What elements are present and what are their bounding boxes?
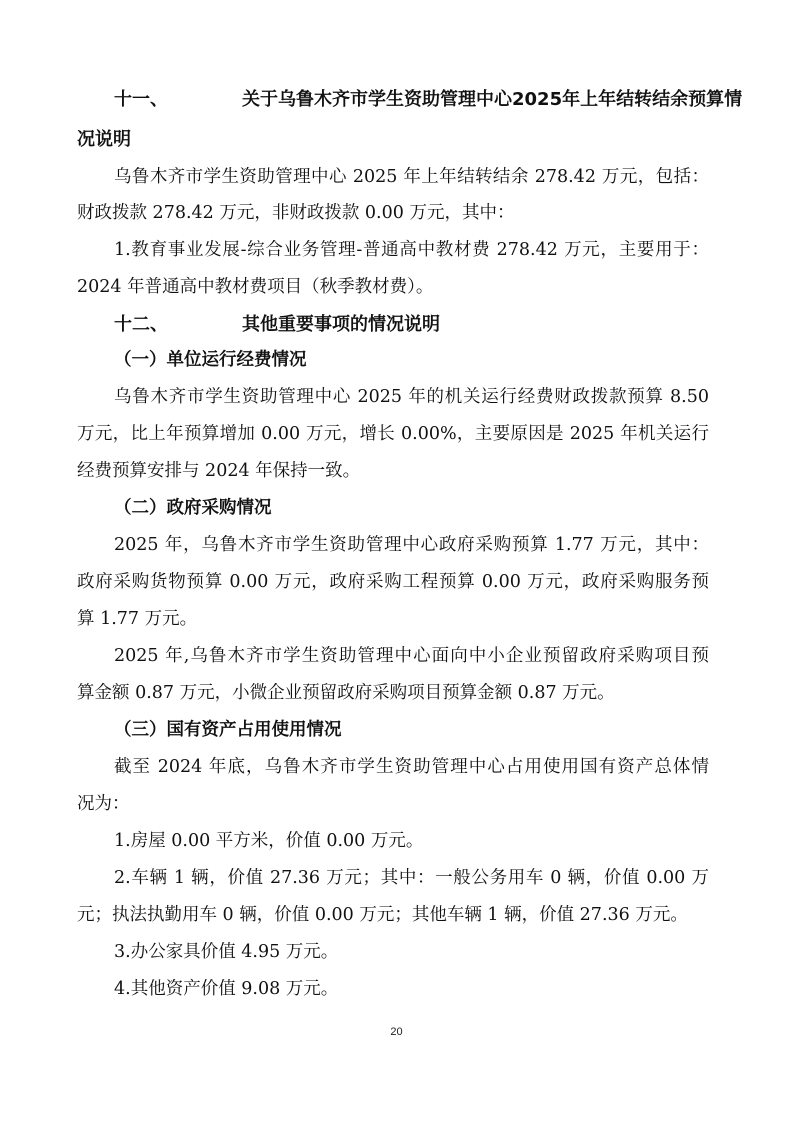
paragraph-carryover-line2: 财政拨款 278.42 万元，非财政拨款 0.00 万元，其中： bbox=[77, 203, 515, 223]
subheading-state-assets: （三）国有资产占用使用情况 bbox=[114, 720, 342, 740]
section-number-12: 十二、 bbox=[114, 314, 168, 335]
section-title-12: 其他重要事项的情况说明 bbox=[242, 314, 440, 335]
paragraph-operating-line3: 经费预算安排与 2024 年保持一致。 bbox=[77, 461, 361, 481]
section-heading-12 bbox=[114, 316, 440, 334]
paragraph-textbook-line2: 2024 年普通高中教材费项目（秋季教材费）。 bbox=[77, 277, 434, 297]
paragraph-operating-line1: 乌鲁木齐市学生资助管理中心 2025 年的机关运行经费财政拨款预算 8.50 bbox=[114, 387, 709, 407]
list-item-vehicles-line1: 2.车辆 1 辆，价值 27.36 万元；其中：一般公务用车 0 辆，价值 0.00 万 bbox=[114, 868, 709, 888]
list-item-housing: 1.房屋 0.00 平方米，价值 0.00 万元。 bbox=[114, 831, 424, 851]
paragraph-assets-line1: 截至 2024 年底，乌鲁木齐市学生资助管理中心占用使用国有资产总体情 bbox=[114, 757, 709, 777]
paragraph-assets-line2: 况为： bbox=[77, 794, 130, 814]
section-heading-11 bbox=[114, 91, 742, 109]
section-number-11: 十一、 bbox=[114, 89, 168, 110]
paragraph-procurement-line3: 算 1.77 万元。 bbox=[77, 609, 198, 629]
list-item-vehicles-line2: 元；执法执勤用车 0 辆，价值 0.00 万元；其他车辆 1 辆，价值 27.36 万元。 bbox=[77, 905, 688, 925]
paragraph-carryover-line1: 乌鲁木齐市学生资助管理中心 2025 年上年结转结余 278.42 万元，包括： bbox=[114, 167, 709, 187]
subheading-procurement: （二）政府采购情况 bbox=[114, 498, 272, 518]
paragraph-procurement-line2: 政府采购货物预算 0.00 万元，政府采购工程预算 0.00 万元，政府采购服务预 bbox=[77, 572, 709, 592]
section-title-11-line1: 关于乌鲁木齐市学生资助管理中心2025年上年结转结余预算情 bbox=[242, 89, 743, 110]
paragraph-operating-line2: 万元，比上年预算增加 0.00 万元，增长 0.00%，主要原因是 2025 年机关运行 bbox=[77, 424, 709, 444]
paragraph-sme-line2: 算金额 0.87 万元，小微企业预留政府采购项目预算金额 0.87 万元。 bbox=[77, 683, 615, 703]
paragraph-procurement-line1: 2025 年，乌鲁木齐市学生资助管理中心政府采购预算 1.77 万元，其中： bbox=[114, 535, 709, 555]
section-title-11-line2: 况说明 bbox=[77, 129, 131, 150]
page-number: 20 bbox=[390, 1026, 403, 1038]
list-item-other-assets: 4.其他资产价值 9.08 万元。 bbox=[114, 979, 339, 999]
list-item-furniture: 3.办公家具价值 4.95 万元。 bbox=[114, 942, 339, 962]
paragraph-sme-line1: 2025 年,乌鲁木齐市学生资助管理中心面向中小企业预留政府采购项目预 bbox=[114, 646, 709, 666]
paragraph-textbook-line1: 1.教育事业发展-综合业务管理-普通高中教材费 278.42 万元，主要用于： bbox=[114, 240, 709, 260]
subheading-operating-costs: （一）单位运行经费情况 bbox=[114, 350, 307, 370]
